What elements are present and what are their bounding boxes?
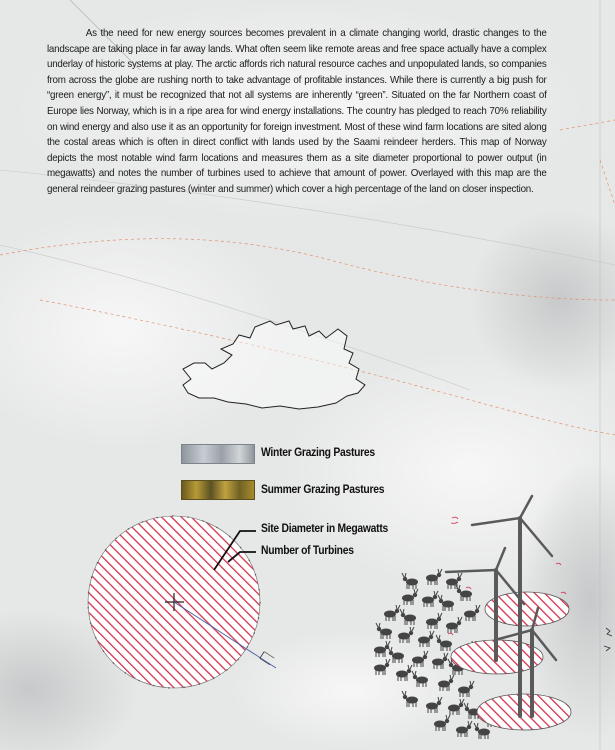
summer-pasture-swatch [181, 480, 255, 500]
winter-pasture-label: Winter Grazing Pastures [261, 447, 375, 459]
site-diameter-label: Site Diameter in Megawatts [261, 523, 388, 535]
intro-paragraph: As the need for new energy sources becomes prevalent in a climate changing world, drastic changes to the landscape are taking place in far away lands. What often seem like remote areas and free space actually have a complex underlay of historic systems at play. The arctic affords rich natural resource caches and unpopulated lands, so companies from across the globe are rushing north to take advantage of profitable instances. While there is currently a big push for “green energy”, it must be recognized that not all systems are inherently “green”. Situated on the far Northern coast of Europe lies Norway, which is in a ripe area for wind energy installations. The country has pledged to reach 70% reliability on wind energy and also use it as an opportunity for foreign investment. Most of these wind farm locations are sited along the costal areas which is often in direct conflict with lands used by the Saami reindeer herders. This map of Norway depicts the most notable wind farm locations and measures them as a site diameter proportional to power output (in megawatts) and notes the number of turbines used to achieve that amount of power. Overlayed with this map are the general reindeer grazing pastures (winter and summer) which cover a high percentage of the land on closer inspection. [47, 28, 547, 195]
winter-pasture-swatch [181, 444, 255, 464]
turbine-count-label: Number of Turbines [261, 545, 354, 557]
summer-pasture-label: Summer Grazing Pastures [261, 484, 385, 496]
